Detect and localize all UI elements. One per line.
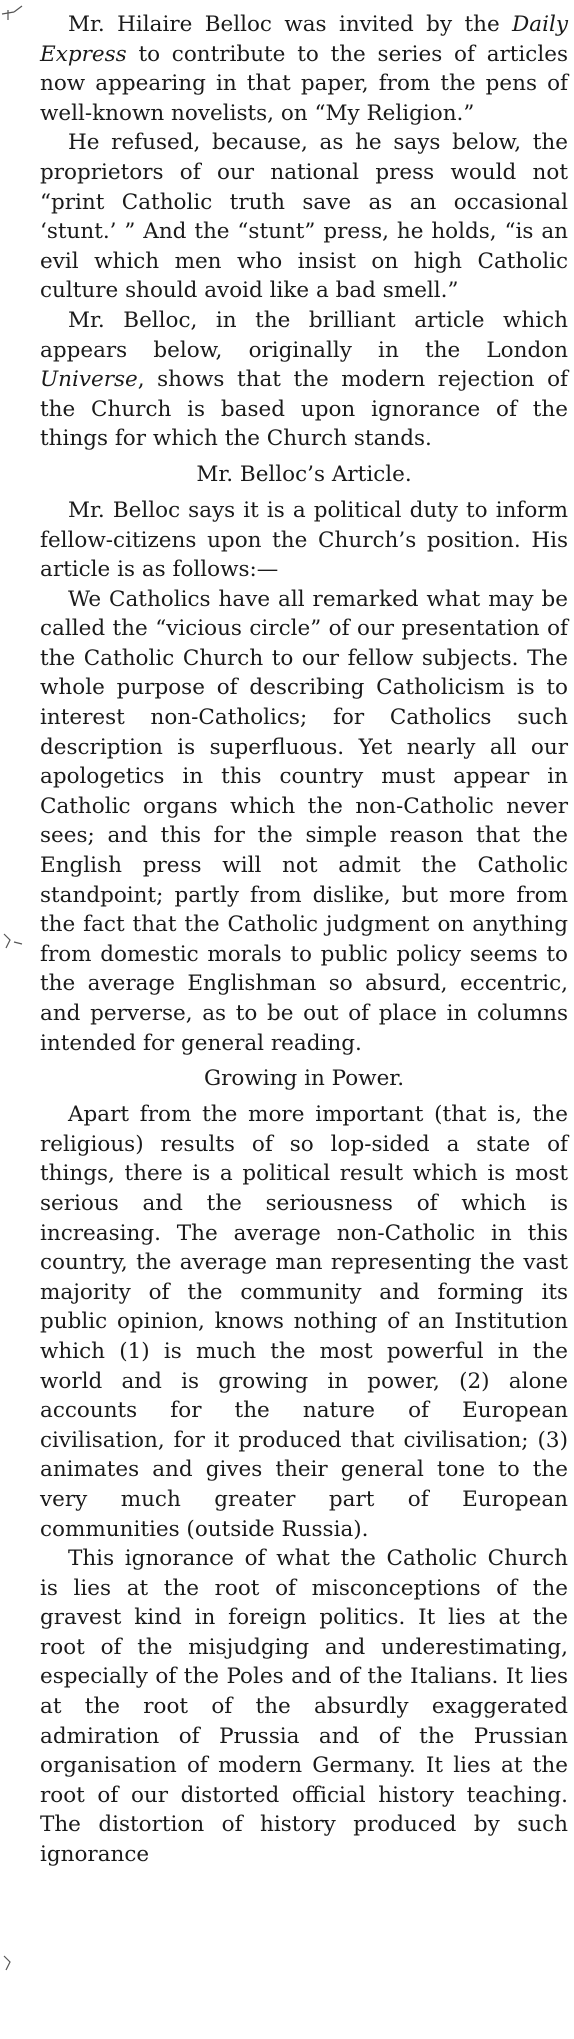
intro-3-lead: Mr. Belloc, in the brilliant article which appears below, originally in the London xyxy=(40,307,568,363)
article-paragraph-4: This ignorance of what the Catholic Church is lies at the root of misconceptions of the gravest kind in foreign politics. It lies at the root of the misjudging and underestimating, especially of the Poles and of the Italians. It lies at the root of the absurdly exaggerated admiration of Prussia and of the Prussian organisation of modern Germany. It lies at the root of our distorted official history teaching. The distortion of history produced by such ignorance xyxy=(40,1546,568,1868)
intro-1-publication: Daily Express xyxy=(40,12,568,67)
intro-3-publication: Universe xyxy=(40,367,138,393)
margin-mark-middle xyxy=(0,930,34,952)
section-heading-growing-in-power: Growing in Power. xyxy=(203,1066,405,1092)
intro-1-lead: Mr. Hilaire Belloc was invited by the xyxy=(68,12,513,37)
intro-paragraph-3 xyxy=(40,306,568,454)
article-column xyxy=(40,10,568,1870)
intro-paragraph-2 xyxy=(40,128,568,306)
margin-mark-lower xyxy=(0,1950,34,1972)
intro-paragraph-1 xyxy=(40,10,568,128)
margin-mark-top xyxy=(0,2,34,24)
intro-3-tail: , shows that the modern rejection of the Church is based upon ignorance of the things for which the Church stands. xyxy=(40,367,568,452)
intro-2-text: He refused, because, as he says below, the proprietors of our national press would not “print Catholic truth save as an occasional ‘stunt.’ ” And the “stunt” press, he holds, “is an evil which men who insist on high Catholic culture should avoid like a bad smell.” xyxy=(40,130,568,304)
section-heading-article: Mr. Belloc’s Article. xyxy=(196,461,412,487)
article-paragraph-1: Mr. Belloc says it is a political duty to inform fellow-citizens upon the Church’s position. His article is as follows:— xyxy=(40,497,568,583)
article-paragraph-3: Apart from the more important (that is, the religious) results of so lop-sided a state of things, there is a political result which is most serious and the seriousness of which is increasing. The average non-Catholic in this country, the average man representing the vast majority of the community and forming its public opinion, knows nothing of an Institution which (1) is much the most powerful in the world and is growing in power, (2) alone accounts for the nature of European civilisation, for it produced that civilisation; (3) animates and gives their general tone to the very much greater part of European communities (outside Russia). xyxy=(40,1102,568,1542)
intro-1-tail: to contribute to the series of articles now appearing in that paper, from the pens of well-known novelists, on “My Religion.” xyxy=(40,41,568,126)
article-paragraph-2: We Catholics have all remarked what may be called the “vicious circle” of our presentation of the Catholic Church to our fellow subjects. The whole purpose of describing Catholicism is to interest non-Catholics; for Catholics such description is superfluous. Yet nearly all our apologetics in this country must appear in Catholic organs which the non-Catholic never sees; and this for the simple reason that the English press will not admit the Catholic standpoint; partly from dislike, but more from the fact that the Catholic judgment on anything from domestic morals to public policy seems to the average Englishman so absurd, eccentric, and perverse, as to be out of place in columns intended for general reading. xyxy=(40,586,568,1056)
